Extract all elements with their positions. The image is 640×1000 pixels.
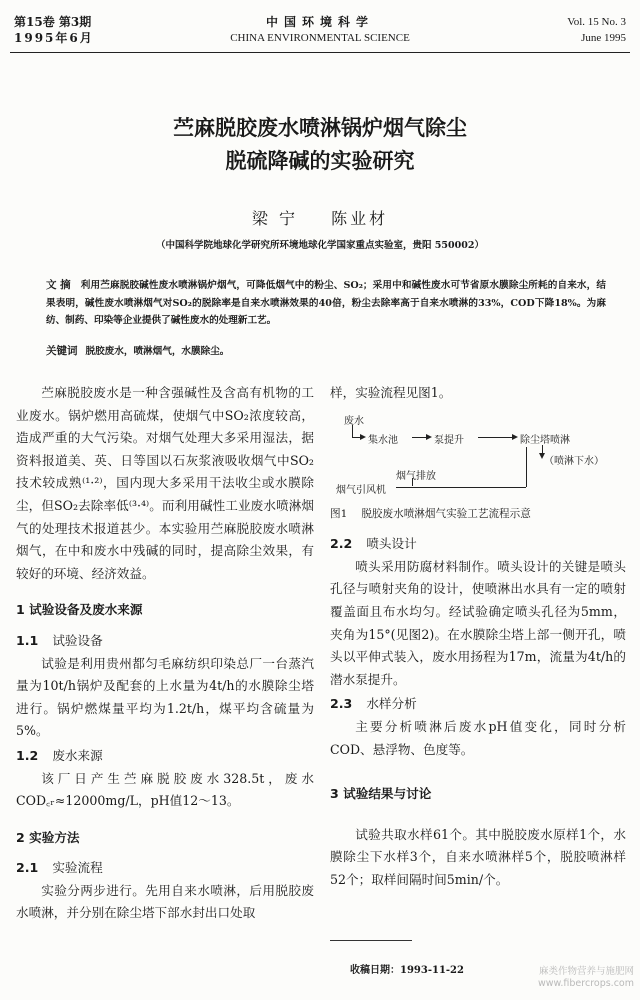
volume-number: Vol. 15 No. 3	[567, 16, 626, 28]
flow-line	[478, 437, 514, 438]
flow-node-fan: 烟气引风机	[336, 484, 386, 496]
subsection-heading	[330, 533, 626, 556]
abstract-label: 文 摘	[46, 279, 71, 291]
flow-node-emission: 烟气排放	[396, 470, 436, 482]
intro-paragraph: 苎麻脱胶废水是一种含强碱性及含高有机物的工业废水。锅炉燃用高硫煤，使烟气中SO₂浓度较高，造成严重的大气污染。对烟气处理大多采用湿法，据资料报道美、英、日等国以石灰浆液吸收烟气中SO₂技术较成熟⁽¹·²⁾，国内现大多采用干法收尘或水膜除尘，但SO₂去除率低⁽³·⁴⁾。而利用碱性工业废水喷淋烟气的处理技术报道甚少。本实验用苎麻脱胶废水喷淋烟气，在中和废水中残碱的同时，提高除尘效果，有较好的环境、经济效益。	[16, 385, 314, 581]
flow-node-wastewater: 废水	[344, 415, 364, 427]
flow-node-downwater: （喷淋下水）	[544, 455, 604, 467]
issue-info	[14, 14, 94, 46]
subsection-heading	[16, 630, 314, 653]
journal-name-en: CHINA ENVIRONMENTAL SCIENCE	[230, 32, 410, 44]
watermark-line-2: www.fibercrops.com	[537, 978, 634, 989]
left-column	[16, 382, 314, 925]
affiliation: （中国科学院地球化学研究所环境地球化学国家重点实验室，贵阳 550002）	[156, 240, 484, 251]
arrow-icon	[426, 434, 432, 440]
subsection-title: 试验设备	[52, 632, 103, 648]
subsection-number: 2.1	[16, 860, 39, 876]
subsection-number: 1.2	[16, 747, 39, 763]
watermark-line-1: 麻类作物营养与施肥网	[538, 966, 634, 977]
body-paragraph: 实验分两步进行。先用自来水喷淋，后用脱胶废水喷淋，并分别在除尘塔下部水封出口处取	[16, 882, 314, 921]
author-name: 陈业材	[331, 209, 389, 228]
figure-caption	[330, 503, 626, 526]
arrow-icon	[512, 434, 518, 440]
section-heading: 2 实验方法	[16, 829, 80, 845]
watermark	[538, 966, 634, 990]
keywords	[46, 343, 606, 358]
paper-title	[0, 112, 640, 178]
subsection-number: 2.3	[330, 696, 353, 712]
abstract	[46, 277, 606, 330]
process-flow-figure	[330, 407, 626, 499]
header-divider	[10, 52, 630, 53]
flow-line	[396, 487, 526, 488]
title-line-2: 脱硫降碱的实验研究	[225, 149, 415, 173]
subsection-number: 1.1	[16, 632, 39, 648]
author-list	[0, 206, 640, 229]
subsection-title: 废水来源	[52, 747, 103, 763]
keywords-text: 脱胶废水，喷淋烟气，水膜除尘。	[85, 346, 230, 357]
figure-caption-text: 脱胶废水喷淋烟气实验工艺流程示意	[361, 507, 531, 520]
author-name: 梁 宁	[251, 209, 298, 228]
journal-name-cn: 中国环境科学	[265, 15, 374, 29]
flow-line	[526, 447, 527, 487]
body-paragraph: 试验共取水样61个。其中脱胶废水原样1个，水膜除尘下水样3个，自来水喷淋样5个，脱胶喷淋样52个；取样间隔时间5min/个。	[330, 826, 626, 887]
section-heading: 3 试验结果与讨论	[330, 786, 432, 802]
keywords-label: 关键词	[46, 345, 78, 357]
volume-date: June 1995	[581, 32, 626, 44]
issue-number: 第15卷 第3期	[14, 15, 92, 29]
body-paragraph: 该厂日产生苎麻脱胶废水328.5t，废水COD꜀ᵣ≈12000mg/L，pH值12～13。	[16, 770, 314, 809]
body-paragraph: 主要分析喷淋后废水pH值变化，同时分析COD、悬浮物、色度等。	[330, 718, 626, 757]
subsection-title: 喷头设计	[366, 536, 417, 552]
flow-line	[352, 425, 353, 437]
right-column	[330, 382, 626, 892]
flow-node-pool: 集水池	[368, 434, 398, 446]
flow-line	[412, 478, 413, 486]
subsection-title: 水样分析	[366, 696, 417, 712]
subsection-heading	[330, 693, 626, 716]
volume-info	[567, 14, 626, 46]
issue-date: 1995年6月	[14, 31, 94, 45]
journal-name	[200, 14, 440, 46]
subsection-heading	[16, 745, 314, 768]
abstract-text: 利用苎麻脱胶碱性废水喷淋锅炉烟气，可降低烟气中的粉尘、SO₂；采用中和碱性废水可节省原水膜除尘所耗的自来水，结果表明，碱性废水喷淋烟气对SO₂的脱除率是自来水喷淋效果的40倍，粉尘去除率高于自来水喷淋的33%，COD下降18%。为麻纺、制药、印染等企业提供了碱性废水的处理新工艺。	[46, 280, 606, 326]
figure-number: 图1	[330, 507, 348, 520]
arrow-icon	[360, 434, 366, 440]
section-heading: 1 试验设备及废水来源	[16, 602, 143, 618]
subsection-title: 实验流程	[52, 860, 103, 876]
subsection-number: 2.2	[330, 536, 353, 552]
body-paragraph: 试验是利用贵州都匀毛麻纺织印染总厂一台蒸汽量为10t/h锅炉及配套的上水量为4t/h的水膜除尘塔进行。锅炉燃煤量平均为1.2t/h，煤平均含硫量为5%。	[16, 655, 314, 739]
flow-node-tower: 除尘塔喷淋	[520, 434, 570, 446]
title-line-1: 苎麻脱胶废水喷淋锅炉烟气除尘	[173, 116, 467, 140]
flow-node-pump: 泵提升	[434, 434, 464, 446]
body-paragraph: 样，实验流程见图1。	[330, 385, 452, 400]
footnote-divider	[330, 940, 412, 941]
body-paragraph: 喷头采用防腐材料制作。喷头设计的关键是喷头孔径与喷射夹角的设计，使喷淋出水具有一定的喷射覆盖面且布水均匀。经试验确定喷头孔径为5mm，夹角为15°(见图2)。在水膜除尘塔上部一侧开孔，喷头以平伸式装入，废水用扬程为17m，流量为4t/h的潜水泵提升。	[330, 558, 626, 687]
subsection-heading	[16, 857, 314, 880]
received-date: 收稿日期：1993-11-22	[350, 965, 464, 976]
